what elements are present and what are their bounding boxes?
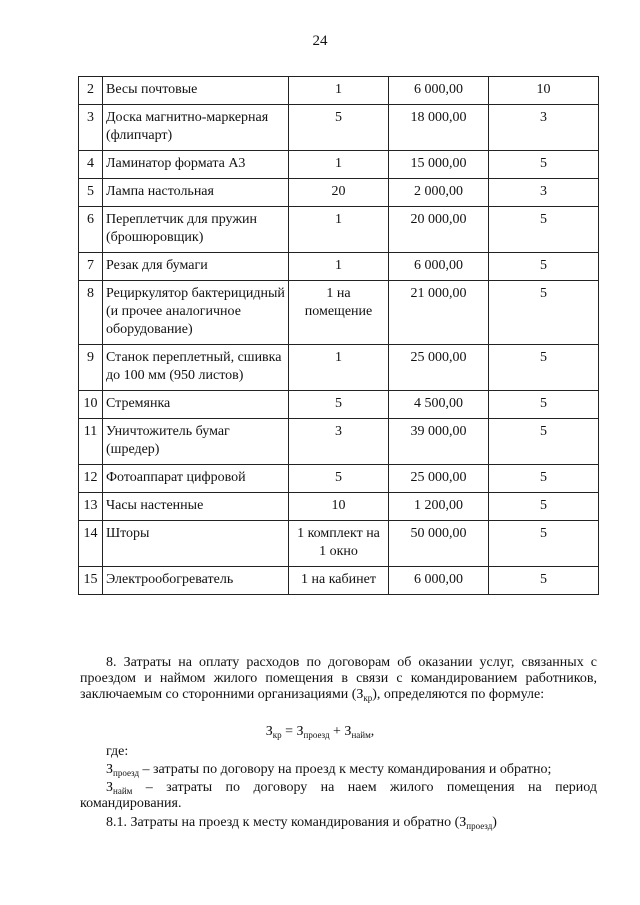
definition-travel-symbol: З bbox=[106, 762, 114, 777]
formula bbox=[0, 724, 640, 740]
row-number: 15 bbox=[79, 567, 103, 595]
where-label: где: bbox=[106, 744, 129, 759]
item-quantity: 1 комплект на 1 окно bbox=[289, 521, 389, 567]
item-name: Стремянка bbox=[103, 391, 289, 419]
item-name: Весы почтовые bbox=[103, 77, 289, 105]
definition-housing bbox=[80, 780, 597, 812]
item-quantity: 10 bbox=[289, 493, 389, 521]
formula-lhs-subscript: кр bbox=[272, 730, 282, 740]
item-service-life: 5 bbox=[489, 253, 599, 281]
item-service-life: 5 bbox=[489, 567, 599, 595]
item-service-life: 5 bbox=[489, 281, 599, 345]
paragraph-8-text-end: ), определяются по формуле: bbox=[372, 687, 545, 702]
item-name: Переплетчик для пружин (брошюровщик) bbox=[103, 207, 289, 253]
item-service-life: 5 bbox=[489, 391, 599, 419]
equipment-table bbox=[78, 76, 599, 595]
item-service-life: 5 bbox=[489, 419, 599, 465]
item-quantity: 20 bbox=[289, 179, 389, 207]
item-service-life: 5 bbox=[489, 345, 599, 391]
item-price: 50 000,00 bbox=[389, 521, 489, 567]
row-number: 7 bbox=[79, 253, 103, 281]
item-price: 2 000,00 bbox=[389, 179, 489, 207]
table-row bbox=[79, 253, 599, 281]
table-row bbox=[79, 493, 599, 521]
formula-equals: = З bbox=[281, 724, 304, 739]
formula-end: , bbox=[370, 724, 375, 739]
paragraph-8-1-text: 8.1. Затраты на проезд к месту командирования и обратно (З bbox=[106, 815, 467, 830]
item-service-life: 5 bbox=[489, 493, 599, 521]
formula-term1-subscript: проезд bbox=[303, 730, 330, 740]
item-service-life: 5 bbox=[489, 151, 599, 179]
row-number: 13 bbox=[79, 493, 103, 521]
item-price: 6 000,00 bbox=[389, 567, 489, 595]
item-price: 1 200,00 bbox=[389, 493, 489, 521]
item-quantity: 5 bbox=[289, 105, 389, 151]
row-number: 3 bbox=[79, 105, 103, 151]
paragraph-8-1-subscript: проезд bbox=[466, 821, 493, 831]
item-name: Рециркулятор бактерицидный (и прочее аналогичное оборудование) bbox=[103, 281, 289, 345]
paragraph-8-1 bbox=[80, 815, 597, 831]
definition-housing-text: – затраты по договору на наем жилого помещения на период командирования. bbox=[80, 780, 597, 811]
item-price: 20 000,00 bbox=[389, 207, 489, 253]
definition-housing-subscript: найм bbox=[113, 786, 133, 796]
paragraph-8-text: 8. Затраты на оплату расходов по договорам об оказании услуг, связанных с проездом и наймом жилого помещения в связи с командированием работников, заключаемым со сторонними организациями (З bbox=[80, 655, 597, 702]
formula-lhs: З bbox=[265, 724, 273, 739]
item-quantity: 1 bbox=[289, 253, 389, 281]
item-name: Ламинатор формата А3 bbox=[103, 151, 289, 179]
item-quantity: 1 bbox=[289, 77, 389, 105]
table-row bbox=[79, 179, 599, 207]
item-price: 21 000,00 bbox=[389, 281, 489, 345]
item-service-life: 5 bbox=[489, 207, 599, 253]
definition-travel-text: – затраты по договору на проезд к месту командирования и обратно; bbox=[139, 762, 552, 777]
definition-travel-subscript: проезд bbox=[113, 768, 140, 778]
item-service-life: 10 bbox=[489, 77, 599, 105]
item-quantity: 1 на помещение bbox=[289, 281, 389, 345]
definition-travel bbox=[80, 762, 597, 778]
table-row bbox=[79, 207, 599, 253]
item-service-life: 3 bbox=[489, 105, 599, 151]
table-row bbox=[79, 567, 599, 595]
row-number: 10 bbox=[79, 391, 103, 419]
item-price: 15 000,00 bbox=[389, 151, 489, 179]
item-name: Станок переплетный, сшивка до 100 мм (950 листов) bbox=[103, 345, 289, 391]
item-price: 18 000,00 bbox=[389, 105, 489, 151]
item-name: Шторы bbox=[103, 521, 289, 567]
page-number: 24 bbox=[312, 33, 328, 49]
table-row bbox=[79, 281, 599, 345]
item-service-life: 3 bbox=[489, 179, 599, 207]
paragraph-8-subscript: кр bbox=[363, 693, 373, 703]
definition-housing-symbol: З bbox=[106, 780, 114, 795]
row-number: 2 bbox=[79, 77, 103, 105]
item-price: 6 000,00 bbox=[389, 253, 489, 281]
item-name: Фотоаппарат цифровой bbox=[103, 465, 289, 493]
item-quantity: 5 bbox=[289, 391, 389, 419]
row-number: 8 bbox=[79, 281, 103, 345]
paragraph-8 bbox=[80, 655, 597, 703]
table-row bbox=[79, 77, 599, 105]
item-name: Доска магнитно-маркерная (флипчарт) bbox=[103, 105, 289, 151]
table-row bbox=[79, 151, 599, 179]
item-price: 6 000,00 bbox=[389, 77, 489, 105]
item-quantity: 1 bbox=[289, 345, 389, 391]
item-quantity: 1 bbox=[289, 151, 389, 179]
item-name: Уничтожитель бумаг (шредер) bbox=[103, 419, 289, 465]
paragraph-8-1-text-end: ) bbox=[492, 815, 497, 830]
item-price: 4 500,00 bbox=[389, 391, 489, 419]
table-row bbox=[79, 345, 599, 391]
row-number: 11 bbox=[79, 419, 103, 465]
formula-plus: + З bbox=[329, 724, 352, 739]
row-number: 5 bbox=[79, 179, 103, 207]
row-number: 14 bbox=[79, 521, 103, 567]
item-name: Резак для бумаги bbox=[103, 253, 289, 281]
item-quantity: 3 bbox=[289, 419, 389, 465]
item-price: 25 000,00 bbox=[389, 345, 489, 391]
item-name: Лампа настольная bbox=[103, 179, 289, 207]
item-service-life: 5 bbox=[489, 465, 599, 493]
table-row bbox=[79, 521, 599, 567]
item-service-life: 5 bbox=[489, 521, 599, 567]
row-number: 12 bbox=[79, 465, 103, 493]
item-price: 39 000,00 bbox=[389, 419, 489, 465]
table-row bbox=[79, 391, 599, 419]
formula-term2-subscript: найм bbox=[351, 730, 371, 740]
table-row bbox=[79, 465, 599, 493]
row-number: 6 bbox=[79, 207, 103, 253]
item-name: Часы настенные bbox=[103, 493, 289, 521]
equipment-table-body bbox=[79, 77, 599, 595]
row-number: 9 bbox=[79, 345, 103, 391]
table-row bbox=[79, 419, 599, 465]
item-quantity: 5 bbox=[289, 465, 389, 493]
table-row bbox=[79, 105, 599, 151]
item-price: 25 000,00 bbox=[389, 465, 489, 493]
item-quantity: 1 на кабинет bbox=[289, 567, 389, 595]
item-name: Электрообогреватель bbox=[103, 567, 289, 595]
item-quantity: 1 bbox=[289, 207, 389, 253]
row-number: 4 bbox=[79, 151, 103, 179]
